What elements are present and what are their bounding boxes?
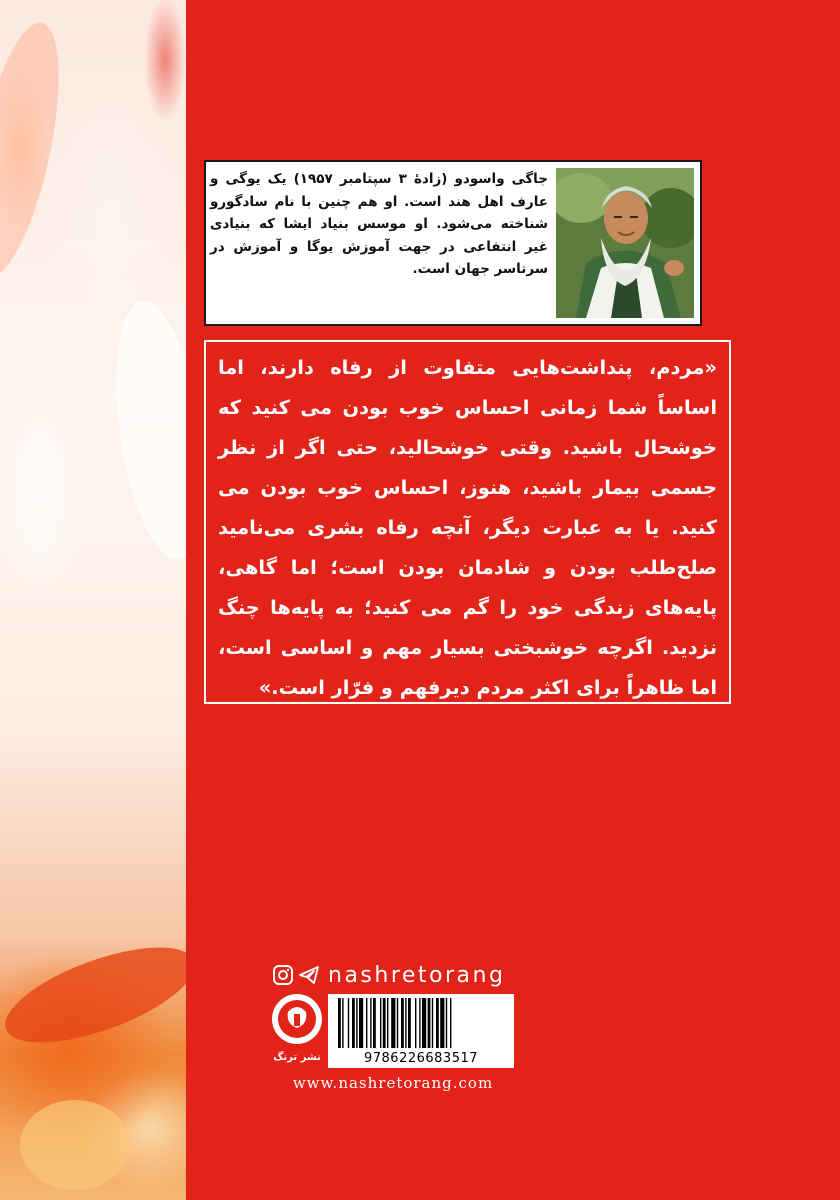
barcode-bar — [348, 998, 349, 1048]
cover-artwork — [0, 0, 186, 1200]
barcode-bar — [380, 998, 381, 1048]
social-handle[interactable]: nashretorang — [328, 962, 506, 988]
telegram-icon[interactable] — [298, 964, 320, 986]
author-photo — [556, 168, 694, 318]
social-row — [272, 960, 505, 990]
isbn-barcode — [328, 994, 514, 1068]
barcode-bar — [428, 998, 431, 1048]
barcode-bar — [422, 998, 426, 1048]
barcode-bar — [359, 998, 363, 1048]
publisher-website[interactable]: www.nashretorang.com — [292, 1074, 494, 1092]
barcode-bar — [352, 998, 355, 1048]
barcode-bar — [356, 998, 357, 1048]
barcode-bar — [408, 998, 411, 1048]
barcode-bar — [373, 998, 376, 1048]
barcode-bar — [432, 998, 433, 1048]
barcode-bar — [387, 998, 388, 1048]
barcode-bar — [415, 998, 416, 1048]
barcode-bar — [338, 998, 341, 1048]
publisher-logo-caption: نشر ترنگ — [273, 1052, 321, 1063]
barcode-bar — [383, 998, 386, 1048]
author-bio-box — [204, 160, 702, 326]
quote-text: «مردم، پنداشت‌هایی متفاوت از رفاه دارند، اما اساساً شما زمانی احساس خوب بودن می کنید که خوشحال باشید. وقتی خوشحالید، حتی اگر از نظر جسمی بیمار باشید، هنوز، احساس خوب بودن می کنید. یا به عبارت دیگر، آنچه رفاه بشری می‌نامید صلح‌طلب بودن و شادمان بودن است؛ اما گاهی، پایه‌های زندگی خود را گم می کنید؛ به پایه‌ها چنگ نزدید. اگرچه خوشبختی بسیار مهم و اساسی است، اما ظاهراً برای اکثر مردم دیرفهم و فرّار است.» — [218, 356, 717, 699]
barcode-bar — [342, 998, 343, 1048]
barcode-bar — [436, 998, 439, 1048]
author-bio-text: جاگی واسودو (زادهٔ ۳ سپتامبر ۱۹۵۷) یک یوگی و عارف اهل هند است. او هم چنین با نام سادگورو شناخته می‌شود. او موسس بنیاد ایشا که بنیادی غیر انتفاعی در جهت آموزش یوگا و آموزش در سرتاسر جهان است. — [210, 171, 548, 277]
barcode-bar — [401, 998, 404, 1048]
barcode-bar — [397, 998, 398, 1048]
barcode-bar — [446, 998, 447, 1048]
barcode-bar — [419, 998, 420, 1048]
barcode-bar — [440, 998, 444, 1048]
instagram-icon[interactable] — [272, 964, 294, 986]
barcode-bar — [405, 998, 406, 1048]
barcode-bar — [366, 998, 367, 1048]
quote-box — [204, 340, 731, 704]
barcode-bar — [450, 998, 451, 1048]
barcode-bar — [391, 998, 395, 1048]
isbn-number: 9786226683517 — [363, 1051, 479, 1066]
barcode-bar — [370, 998, 371, 1048]
